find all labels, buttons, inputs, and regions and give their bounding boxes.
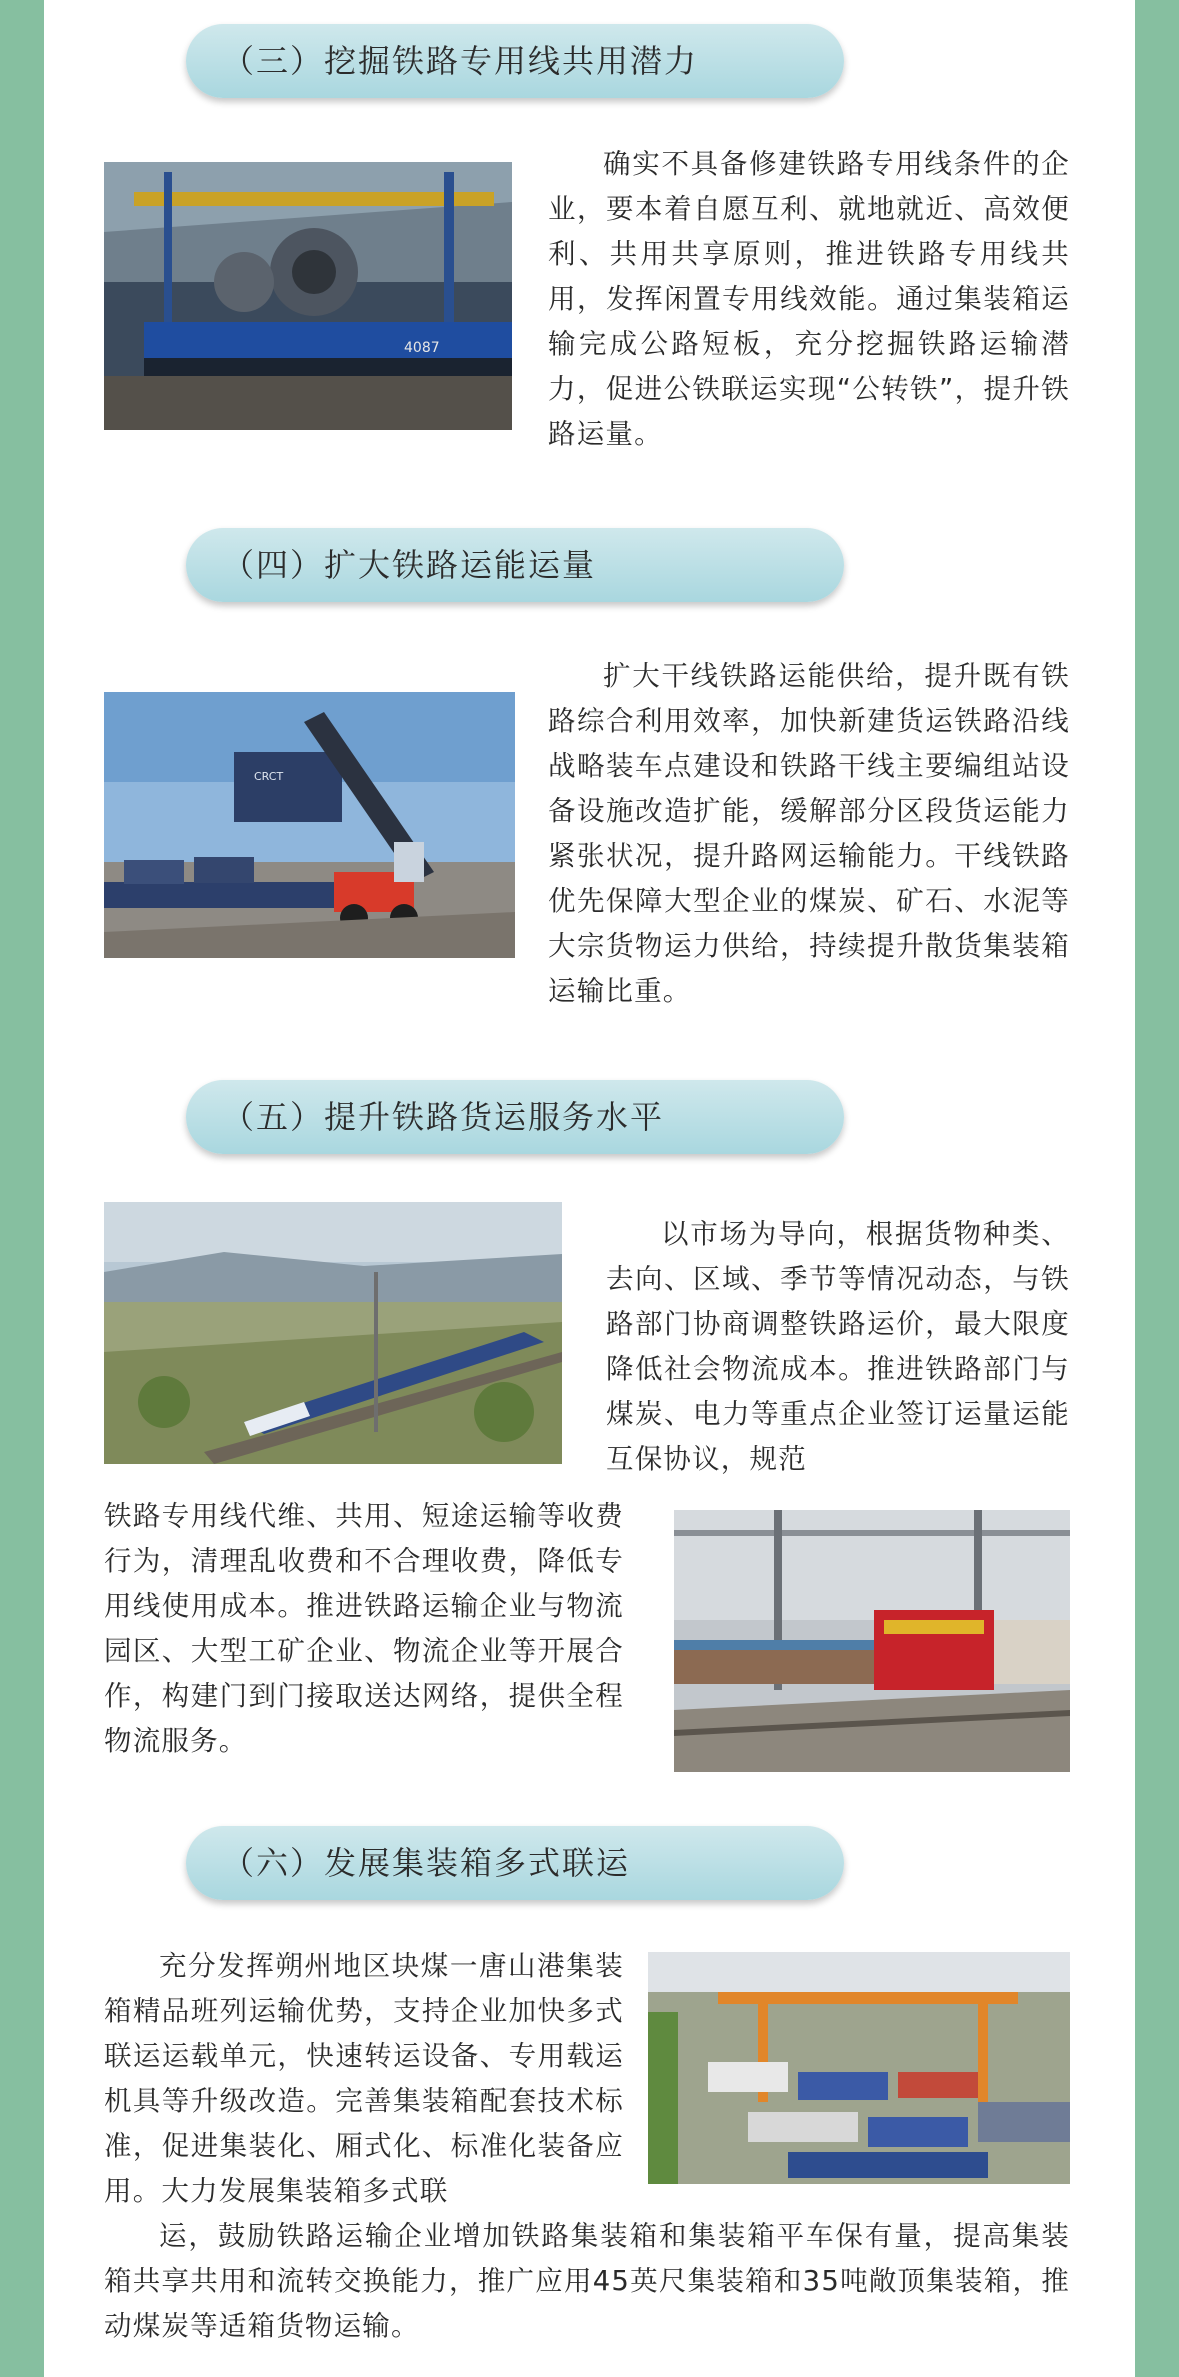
section-heading-6 [186,1826,844,1900]
section-heading-6-text: （六）发展集装箱多式联运 [222,1844,631,1882]
section-5-paragraph-b: 铁路专用线代维、共用、短途运输等收费行为，清理乱收费和不合理收费，降低专用线使用成本。推进铁路运输企业与物流园区、大型工矿企业、物流企业等开展合作，构建门到门接取送达网络，提供全程物流服务。 [104,1500,624,1757]
section-6-paragraph-a: 充分发挥朔州地区块煤一唐山港集装箱精品班列运输优势，支持企业加快多式联运运载单元，快速转运设备、专用载运机具等升级改造。完善集装箱配套技术标准，促进集装化、厢式化、标准化装备应用。大力发展集装箱多式联 [104,1950,624,2207]
section-4-paragraph: 扩大干线铁路运能供给，提升既有铁路综合利用效率，加快新建货运铁路沿线战略装车点建设和铁路干线主要编组站设备设施改造扩能，缓解部分区段货运能力紧张状况，提升路网运输能力。干线铁路优先保障大型企业的煤炭、矿石、水泥等大宗货物运力供给，持续提升散货集装箱运输比重。 [548,660,1070,1007]
freight-train-landscape-photo [104,1202,562,1464]
section-heading-4 [186,528,844,602]
section-heading-4-text: （四）扩大铁路运能运量 [222,546,597,584]
section-heading-5-text: （五）提升铁路货运服务水平 [222,1098,665,1136]
svg-text:CRCT: CRCT [254,770,284,783]
svg-text:4087: 4087 [404,340,440,356]
section-heading-3 [186,24,844,98]
section-heading-5 [186,1080,844,1154]
section-3-paragraph: 确实不具备修建铁路专用线条件的企业，要本着自愿互利、就地就近、高效便利、共用共享原则，推进铁路专用线共用，发挥闲置专用线效能。通过集装箱运输完成公路短板，充分挖掘铁路运输潜力，促进公铁联运实现“公转铁”，提升铁路运量。 [548,148,1070,450]
steel-coil-rail-loading-photo [104,162,512,430]
section-6-paragraph-b: 运，鼓励铁路运输企业增加铁路集装箱和集装箱平车保有量，提高集装箱共享共用和流转交换能力，推广应用45英尺集装箱和35吨敞顶集装箱，推动煤炭等适箱货物运输。 [104,2220,1070,2342]
container-yard-gantry-crane-photo [648,1952,1070,2184]
section-5-paragraph-a: 以市场为导向，根据货物种类、去向、区域、季节等情况动态，与铁路部门协商调整铁路运价，最大限度降低社会物流成本。推进铁路部门与煤炭、电力等重点企业签订运量运能互保协议，规范 [606,1218,1070,1475]
electric-rail-yard-locomotive-photo [674,1510,1070,1772]
container-reach-stacker-photo [104,692,515,958]
section-heading-3-text: （三）挖掘铁路专用线共用潜力 [222,42,699,80]
